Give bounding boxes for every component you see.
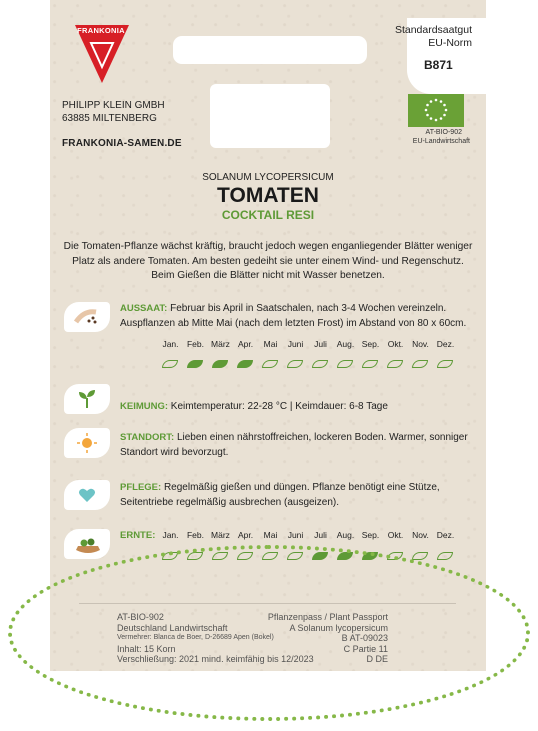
eu-control-code: AT-BIO-902 — [425, 129, 462, 136]
standard-label — [395, 24, 472, 50]
aussaat-icon-badge — [64, 302, 114, 332]
month-label: Okt. — [387, 530, 404, 540]
month-label: Sep. — [361, 339, 380, 349]
footer-content: Inhalt: 15 Korn — [117, 643, 176, 654]
month-label: März — [211, 530, 230, 540]
standort-text: Lieben einen nährstoffreichen, lockeren Boden. Warmer, sonniger Standort wird bevorzugt. — [120, 432, 468, 458]
month-label: Apr. — [237, 530, 254, 540]
window-slot-top — [173, 36, 367, 64]
month-label: Juni — [287, 339, 304, 349]
month-label: Okt. — [387, 339, 404, 349]
month-label: Sep. — [361, 530, 380, 540]
standort-icon-badge — [64, 428, 114, 458]
month-label: Aug. — [336, 530, 355, 540]
passport-code: B AT-09023 — [341, 633, 388, 643]
pflege-text: Regelmäßig gießen und düngen. Pflanze benötigt eine Stütze, Seitentriebe regelmäßig ausbrechen (ausgeizen). — [120, 482, 440, 508]
standard-line-1: Standardsaatgut — [394, 24, 472, 36]
website: FRANKONIA-SAMEN.DE — [62, 138, 182, 149]
pflege-icon-badge — [64, 480, 114, 510]
product-name: TOMATEN — [217, 184, 319, 207]
month-label: Juli — [314, 339, 327, 349]
standort-section — [120, 431, 474, 460]
harvest-icon — [74, 534, 102, 554]
ernte-label: ERNTE: — [120, 530, 156, 541]
heart-icon — [78, 487, 96, 503]
pflege-section — [120, 481, 474, 510]
month-label: Feb. — [186, 339, 204, 349]
variety-name: COCKTAIL RESI — [221, 208, 315, 222]
latin-name: SOLANUM LYCOPERSICUM — [202, 172, 334, 183]
month-label: Juni — [287, 530, 304, 540]
month-label: Dez. — [436, 339, 455, 349]
month-leaf-marker — [262, 360, 278, 368]
eu-origin: EU-Landwirtschaft — [412, 138, 470, 145]
product-description: Die Tomaten-Pflanze wächst kräftig, braucht jedoch wegen enganliegender Blätter weniger Platz als andere Tomaten. Am besten gedeiht sie unter einem Wind- und Regenschutz. Beim Gießen die Blätter nicht mit Wasser benetzen. — [63, 241, 473, 281]
keimung-icon-badge — [64, 384, 114, 414]
address-line-2: 63885 MILTENBERG — [62, 112, 157, 124]
passport-title: Pflanzenpass / Plant Passport — [267, 612, 388, 622]
keimung-section — [120, 400, 474, 415]
month-label: Nov. — [412, 339, 429, 349]
aussaat-label: AUSSAAT: — [120, 303, 168, 314]
aussaat-text: Februar bis April in Saatschalen, nach 3-4 Wochen vereinzeln. Auspflanzen ab Mitte Mai (nach dem letzten Frost) im Abstand von 80 x 60cm. — [120, 303, 467, 329]
window-slot-middle — [210, 84, 330, 148]
month-leaf-marker — [212, 360, 228, 368]
month-leaf-marker — [412, 360, 428, 368]
month-leaf-marker — [312, 360, 328, 368]
sprout-icon — [76, 389, 98, 409]
month-label: Feb. — [186, 530, 204, 540]
aussaat-calendar — [162, 355, 462, 373]
month-label: Nov. — [412, 530, 429, 540]
footer-seal-date: Verschließung: 2021 mind. keimfähig bis 12/2023 — [117, 654, 314, 664]
ernte-icon-badge — [64, 529, 114, 559]
month-leaf-marker — [237, 360, 253, 368]
month-leaf-marker — [162, 360, 178, 368]
aussaat-months — [158, 339, 458, 349]
month-label: Mai — [263, 530, 278, 540]
month-label: Jan. — [162, 339, 179, 349]
month-leaf-marker — [387, 360, 403, 368]
ernte-months — [158, 530, 458, 540]
pflege-label: PFLEGE: — [120, 482, 162, 493]
footer-grower: Vermehrer: Blanca de Boer, D-26689 Apen (Bokel) — [117, 634, 274, 641]
month-label: Jan. — [162, 530, 179, 540]
keimung-label: KEIMUNG: — [120, 401, 169, 412]
month-leaf-marker — [362, 360, 378, 368]
address-line-1: PHILIPP KLEIN GMBH — [62, 100, 165, 111]
month-leaf-marker — [412, 552, 428, 560]
month-label: Apr. — [237, 339, 254, 349]
footer-origin: Deutschland Landwirtschaft — [117, 622, 228, 633]
standard-line-2: EU-Norm — [428, 37, 472, 49]
logo-text: FRANKONIA — [77, 26, 125, 35]
keimung-text: Keimtemperatur: 22-28 °C | Keimdauer: 6-8 Tage — [168, 401, 388, 412]
company-address — [62, 100, 165, 125]
passport-lot: C Partie 11 — [343, 643, 388, 654]
month-leaf-marker — [437, 552, 453, 560]
aussaat-section — [120, 302, 474, 331]
month-leaf-marker — [337, 360, 353, 368]
month-label: März — [211, 339, 230, 349]
dotted-highlight-oval — [8, 545, 530, 721]
article-code: B871 — [424, 58, 453, 72]
month-label: Mai — [263, 339, 278, 349]
passport-species: A Solanum lycopersicum — [289, 622, 388, 633]
standort-label: STANDORT: — [120, 432, 175, 443]
month-label: Dez. — [436, 530, 455, 540]
eu-organic-logo — [408, 94, 464, 127]
month-label: Aug. — [336, 339, 355, 349]
month-leaf-marker — [187, 360, 203, 368]
month-leaf-marker — [437, 360, 453, 368]
sun-icon — [77, 433, 97, 453]
footer-control-code: AT-BIO-902 — [117, 612, 164, 622]
seeds-icon — [74, 308, 100, 326]
passport-country: D DE — [366, 654, 388, 664]
month-label: Juli — [314, 530, 327, 540]
month-leaf-marker — [287, 360, 303, 368]
